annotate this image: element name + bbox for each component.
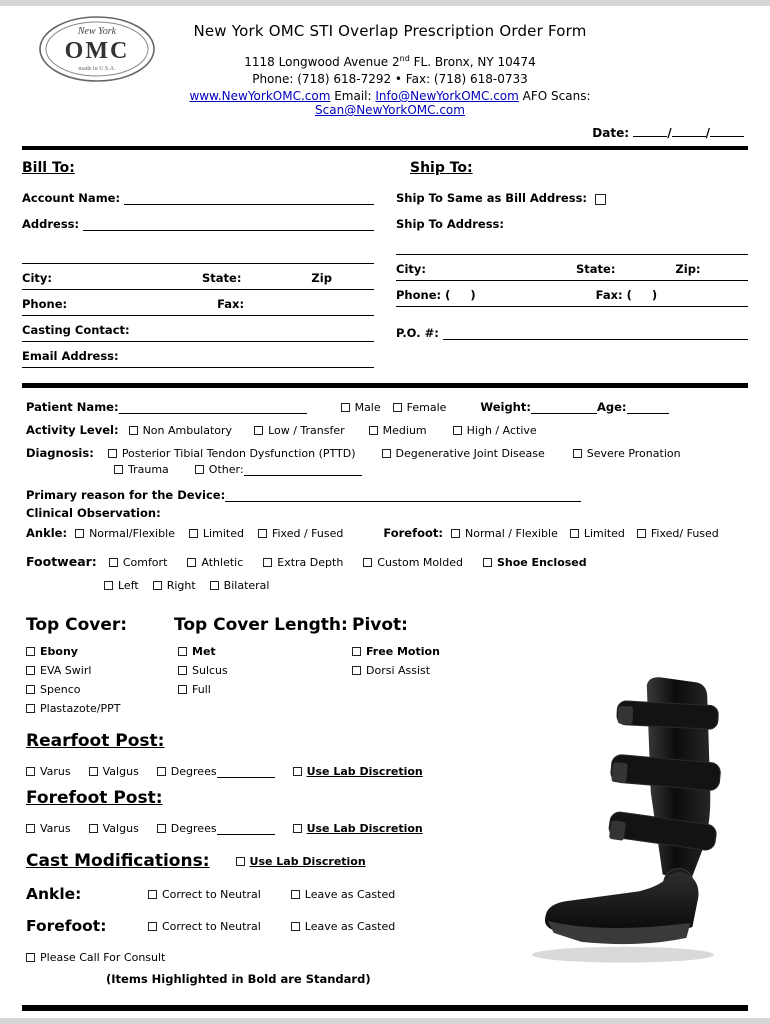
bold-standard-note: (Items Highlighted in Bold are Standard): [106, 972, 371, 986]
forefoot-correct-checkbox[interactable]: [148, 922, 157, 931]
left-checkbox[interactable]: [104, 581, 113, 590]
rearfoot-valgus-checkbox[interactable]: [89, 767, 98, 776]
sulcus-checkbox[interactable]: [178, 666, 187, 675]
option-male[interactable]: Male: [341, 401, 381, 414]
option-spenco[interactable]: Spenco: [26, 683, 174, 696]
bill-address-label: Address:: [22, 217, 80, 231]
po-number-input[interactable]: [443, 327, 748, 340]
option-low-transfer[interactable]: Low / Transfer: [254, 424, 345, 437]
eva-swirl-checkbox[interactable]: [26, 666, 35, 675]
djd-checkbox[interactable]: [382, 449, 391, 458]
rearfoot-degrees-checkbox[interactable]: [157, 767, 166, 776]
po-number-label: P.O. #:: [396, 326, 439, 340]
cast-modifications-heading: Cast Modifications:: [26, 851, 210, 871]
ship-phone-label: Phone: ( ): [396, 288, 476, 302]
option-female[interactable]: Female: [393, 401, 447, 414]
extra-depth-checkbox[interactable]: [263, 558, 272, 567]
ebony-checkbox[interactable]: [26, 647, 35, 656]
ship-address-input[interactable]: [396, 236, 748, 255]
option-trauma[interactable]: Trauma: [114, 463, 169, 476]
contact-links-line: www.NewYorkOMC.com Email: Info@NewYorkOMC.com AFO Scans: Scan@NewYorkOMC.com: [189, 89, 591, 117]
option-high-active[interactable]: High / Active: [453, 424, 537, 437]
forefoot-degrees-input[interactable]: [217, 823, 275, 835]
option-sulcus[interactable]: Sulcus: [178, 664, 352, 677]
account-name-input[interactable]: [124, 192, 374, 205]
ship-city-label: City:: [396, 262, 426, 276]
trauma-checkbox[interactable]: [114, 465, 123, 474]
athletic-checkbox[interactable]: [187, 558, 196, 567]
rearfoot-lab-checkbox[interactable]: [293, 767, 302, 776]
low-transfer-checkbox[interactable]: [254, 426, 263, 435]
age-label: Age:: [596, 400, 627, 414]
option-medium[interactable]: Medium: [369, 424, 427, 437]
ankle-observation-label: Ankle:: [26, 526, 68, 540]
date-day-input[interactable]: [672, 126, 706, 137]
option-shoe-enclosed[interactable]: Shoe Enclosed: [483, 556, 587, 569]
option-rearfoot-degrees[interactable]: Degrees: [157, 765, 275, 778]
option-forefoot-leave-casted[interactable]: Leave as Casted: [291, 920, 395, 933]
logo-text-newyork: New York: [77, 26, 117, 37]
option-free-motion[interactable]: Free Motion: [352, 645, 512, 658]
afo-brace-image: [522, 672, 730, 972]
option-forefoot-fixed[interactable]: Fixed/ Fused: [637, 527, 719, 540]
option-cast-lab-discretion[interactable]: Use Lab Discretion: [236, 855, 366, 868]
option-severe-pronation[interactable]: Severe Pronation: [573, 447, 681, 460]
age-input[interactable]: [627, 402, 669, 414]
activity-level-label: Activity Level:: [26, 423, 119, 437]
spenco-checkbox[interactable]: [26, 685, 35, 694]
rearfoot-degrees-input[interactable]: [217, 766, 275, 778]
patient-section: [22, 388, 748, 592]
page-edge-bottom: [0, 1018, 770, 1024]
option-ankle-correct-neutral[interactable]: Correct to Neutral: [148, 888, 261, 901]
ship-phone-fax-row[interactable]: [396, 288, 748, 307]
ankle-normal-checkbox[interactable]: [75, 529, 84, 538]
afo-scan-email-link[interactable]: Scan@NewYorkOMC.com: [315, 103, 465, 117]
forefoot-limited-checkbox[interactable]: [570, 529, 579, 538]
bill-to-heading: Bill To:: [22, 160, 75, 176]
forefoot-fixed-checkbox[interactable]: [637, 529, 646, 538]
custom-molded-checkbox[interactable]: [363, 558, 372, 567]
option-plastazote[interactable]: Plastazote/PPT: [26, 702, 174, 715]
cast-forefoot-label: Forefoot:: [26, 917, 107, 935]
footwear-label: Footwear:: [26, 554, 97, 569]
option-bilateral[interactable]: Bilateral: [210, 579, 270, 592]
bilateral-checkbox[interactable]: [210, 581, 219, 590]
patient-name-input[interactable]: [119, 402, 307, 414]
rearfoot-varus-checkbox[interactable]: [26, 767, 35, 776]
dorsi-assist-checkbox[interactable]: [352, 666, 361, 675]
website-link[interactable]: www.NewYorkOMC.com: [189, 89, 331, 103]
option-left[interactable]: Left: [104, 579, 139, 592]
option-rearfoot-lab-discretion[interactable]: Use Lab Discretion: [293, 765, 423, 778]
bill-city-state-zip-row[interactable]: [22, 271, 374, 290]
rearfoot-post-heading: Rearfoot Post:: [26, 731, 165, 751]
option-please-call-consult[interactable]: Please Call For Consult: [26, 951, 165, 964]
non-ambulatory-checkbox[interactable]: [129, 426, 138, 435]
full-checkbox[interactable]: [178, 685, 187, 694]
option-non-ambulatory[interactable]: Non Ambulatory: [129, 424, 233, 437]
top-cover-column: [26, 615, 174, 715]
ship-to-section: [396, 160, 748, 375]
primary-reason-label: Primary reason for the Device:: [26, 488, 226, 502]
option-degenerative-joint-disease[interactable]: Degenerative Joint Disease: [382, 447, 545, 460]
account-name-label: Account Name:: [22, 191, 121, 205]
cast-ankle-label: Ankle:: [26, 885, 82, 903]
option-ankle-normal[interactable]: Normal/Flexible: [75, 527, 175, 540]
severe-pronation-checkbox[interactable]: [573, 449, 582, 458]
plastazote-checkbox[interactable]: [26, 704, 35, 713]
same-as-bill-checkbox[interactable]: [595, 194, 606, 205]
divider-bottom: [22, 1005, 748, 1011]
forefoot-leave-checkbox[interactable]: [291, 922, 300, 931]
option-eva-swirl[interactable]: EVA Swirl: [26, 664, 174, 677]
form-header: [22, 0, 748, 146]
ankle-limited-checkbox[interactable]: [189, 529, 198, 538]
ankle-leave-checkbox[interactable]: [291, 890, 300, 899]
bill-address2-input[interactable]: [22, 251, 374, 264]
option-forefoot-degrees[interactable]: Degrees: [157, 822, 275, 835]
option-comfort[interactable]: Comfort: [109, 556, 168, 569]
phone-fax-line: Phone: (718) 618-7292 • Fax: (718) 618-0733: [252, 72, 528, 86]
date-year-input[interactable]: [710, 126, 744, 137]
omc-logo: [36, 12, 158, 86]
other-input[interactable]: [244, 464, 362, 476]
option-forefoot-lab-discretion[interactable]: Use Lab Discretion: [293, 822, 423, 835]
option-full[interactable]: Full: [178, 683, 352, 696]
weight-input[interactable]: [531, 402, 597, 414]
logo-text-madeinusa: made in U.S.A.: [78, 66, 116, 72]
forefoot-normal-checkbox[interactable]: [451, 529, 460, 538]
casting-contact-label: Casting Contact:: [22, 323, 130, 337]
pivot-column: [352, 615, 512, 715]
ship-address-label: Ship To Address:: [396, 217, 504, 231]
right-checkbox[interactable]: [153, 581, 162, 590]
option-extra-depth[interactable]: Extra Depth: [263, 556, 343, 569]
forefoot-degrees-checkbox[interactable]: [157, 824, 166, 833]
option-other[interactable]: Other:: [195, 463, 244, 476]
same-as-bill-label: Ship To Same as Bill Address:: [396, 191, 588, 205]
pttd-checkbox[interactable]: [108, 449, 117, 458]
option-ebony[interactable]: Ebony: [26, 645, 174, 658]
option-right[interactable]: Right: [153, 579, 196, 592]
consult-checkbox[interactable]: [26, 953, 35, 962]
ship-fax-label: Fax: ( ): [595, 288, 658, 302]
option-athletic[interactable]: Athletic: [187, 556, 243, 569]
forefoot-lab-checkbox[interactable]: [293, 824, 302, 833]
date-month-input[interactable]: [633, 126, 667, 137]
forefoot-post-heading: Forefoot Post:: [26, 788, 163, 808]
option-rearfoot-valgus[interactable]: Valgus: [89, 765, 139, 778]
option-custom-molded[interactable]: Custom Molded: [363, 556, 463, 569]
free-motion-checkbox[interactable]: [352, 647, 361, 656]
ship-to-heading: Ship To:: [410, 160, 473, 176]
top-cover-length-heading: Top Cover Length:: [174, 615, 348, 635]
ship-zip-label: Zip:: [675, 262, 701, 276]
primary-reason-input[interactable]: [225, 490, 581, 502]
option-forefoot-correct-neutral[interactable]: Correct to Neutral: [148, 920, 261, 933]
bill-email-label: Email Address:: [22, 349, 119, 363]
option-rearfoot-varus[interactable]: Varus: [26, 765, 71, 778]
ankle-correct-checkbox[interactable]: [148, 890, 157, 899]
option-forefoot-normal[interactable]: Normal / Flexible: [451, 527, 558, 540]
pivot-heading: Pivot:: [352, 615, 408, 635]
other-checkbox[interactable]: [195, 465, 204, 474]
high-active-checkbox[interactable]: [453, 426, 462, 435]
bill-address-input[interactable]: [83, 218, 374, 231]
male-checkbox[interactable]: [341, 403, 350, 412]
page-title: New York OMC STI Overlap Prescription Order Form: [193, 22, 587, 40]
option-ankle-fixed[interactable]: Fixed / Fused: [258, 527, 343, 540]
option-met[interactable]: Met: [178, 645, 352, 658]
option-ankle-leave-casted[interactable]: Leave as Casted: [291, 888, 395, 901]
met-checkbox[interactable]: [178, 647, 187, 656]
logo-text-omc: OMC: [64, 38, 130, 64]
email-link[interactable]: Info@NewYorkOMC.com: [375, 89, 519, 103]
medium-checkbox[interactable]: [369, 426, 378, 435]
bill-phone-label: Phone:: [22, 297, 68, 311]
forefoot-observation-label: Forefoot:: [383, 526, 444, 540]
shoe-enclosed-checkbox[interactable]: [483, 558, 492, 567]
top-cover-heading: Top Cover:: [26, 615, 128, 635]
address-line: 1118 Longwood Avenue 2nd FL. Bronx, NY 10474: [244, 54, 536, 69]
option-forefoot-valgus[interactable]: Valgus: [89, 822, 139, 835]
ship-state-label: State:: [575, 262, 616, 276]
option-forefoot-limited[interactable]: Limited: [570, 527, 625, 540]
bill-to-section: [22, 160, 374, 375]
comfort-checkbox[interactable]: [109, 558, 118, 567]
bill-fax-label: Fax:: [217, 297, 245, 311]
clinical-observation-label: Clinical Observation:: [26, 506, 161, 520]
top-cover-length-column: [174, 615, 352, 715]
female-checkbox[interactable]: [393, 403, 402, 412]
patient-name-label: Patient Name:: [26, 400, 119, 414]
ship-city-state-zip-row[interactable]: [396, 262, 748, 281]
bill-state-label: State:: [201, 271, 242, 285]
date-row: Date: / /: [22, 120, 748, 146]
option-pttd[interactable]: Posterior Tibial Tendon Dysfunction (PTTD): [108, 447, 356, 460]
bill-zip-label: Zip: [311, 271, 332, 285]
option-dorsi-assist[interactable]: Dorsi Assist: [352, 664, 512, 677]
ankle-fixed-checkbox[interactable]: [258, 529, 267, 538]
option-ankle-limited[interactable]: Limited: [189, 527, 244, 540]
date-label: Date:: [592, 126, 630, 140]
casting-contact-row[interactable]: [22, 323, 374, 342]
bill-email-row[interactable]: [22, 349, 374, 368]
bill-city-label: City:: [22, 271, 52, 285]
cast-lab-checkbox[interactable]: [236, 857, 245, 866]
bill-phone-fax-row[interactable]: [22, 297, 374, 316]
forefoot-valgus-checkbox[interactable]: [89, 824, 98, 833]
weight-label: Weight:: [480, 400, 531, 414]
forefoot-varus-checkbox[interactable]: [26, 824, 35, 833]
option-forefoot-varus[interactable]: Varus: [26, 822, 71, 835]
billing-shipping-section: [22, 150, 748, 375]
diagnosis-label: Diagnosis:: [26, 446, 94, 460]
